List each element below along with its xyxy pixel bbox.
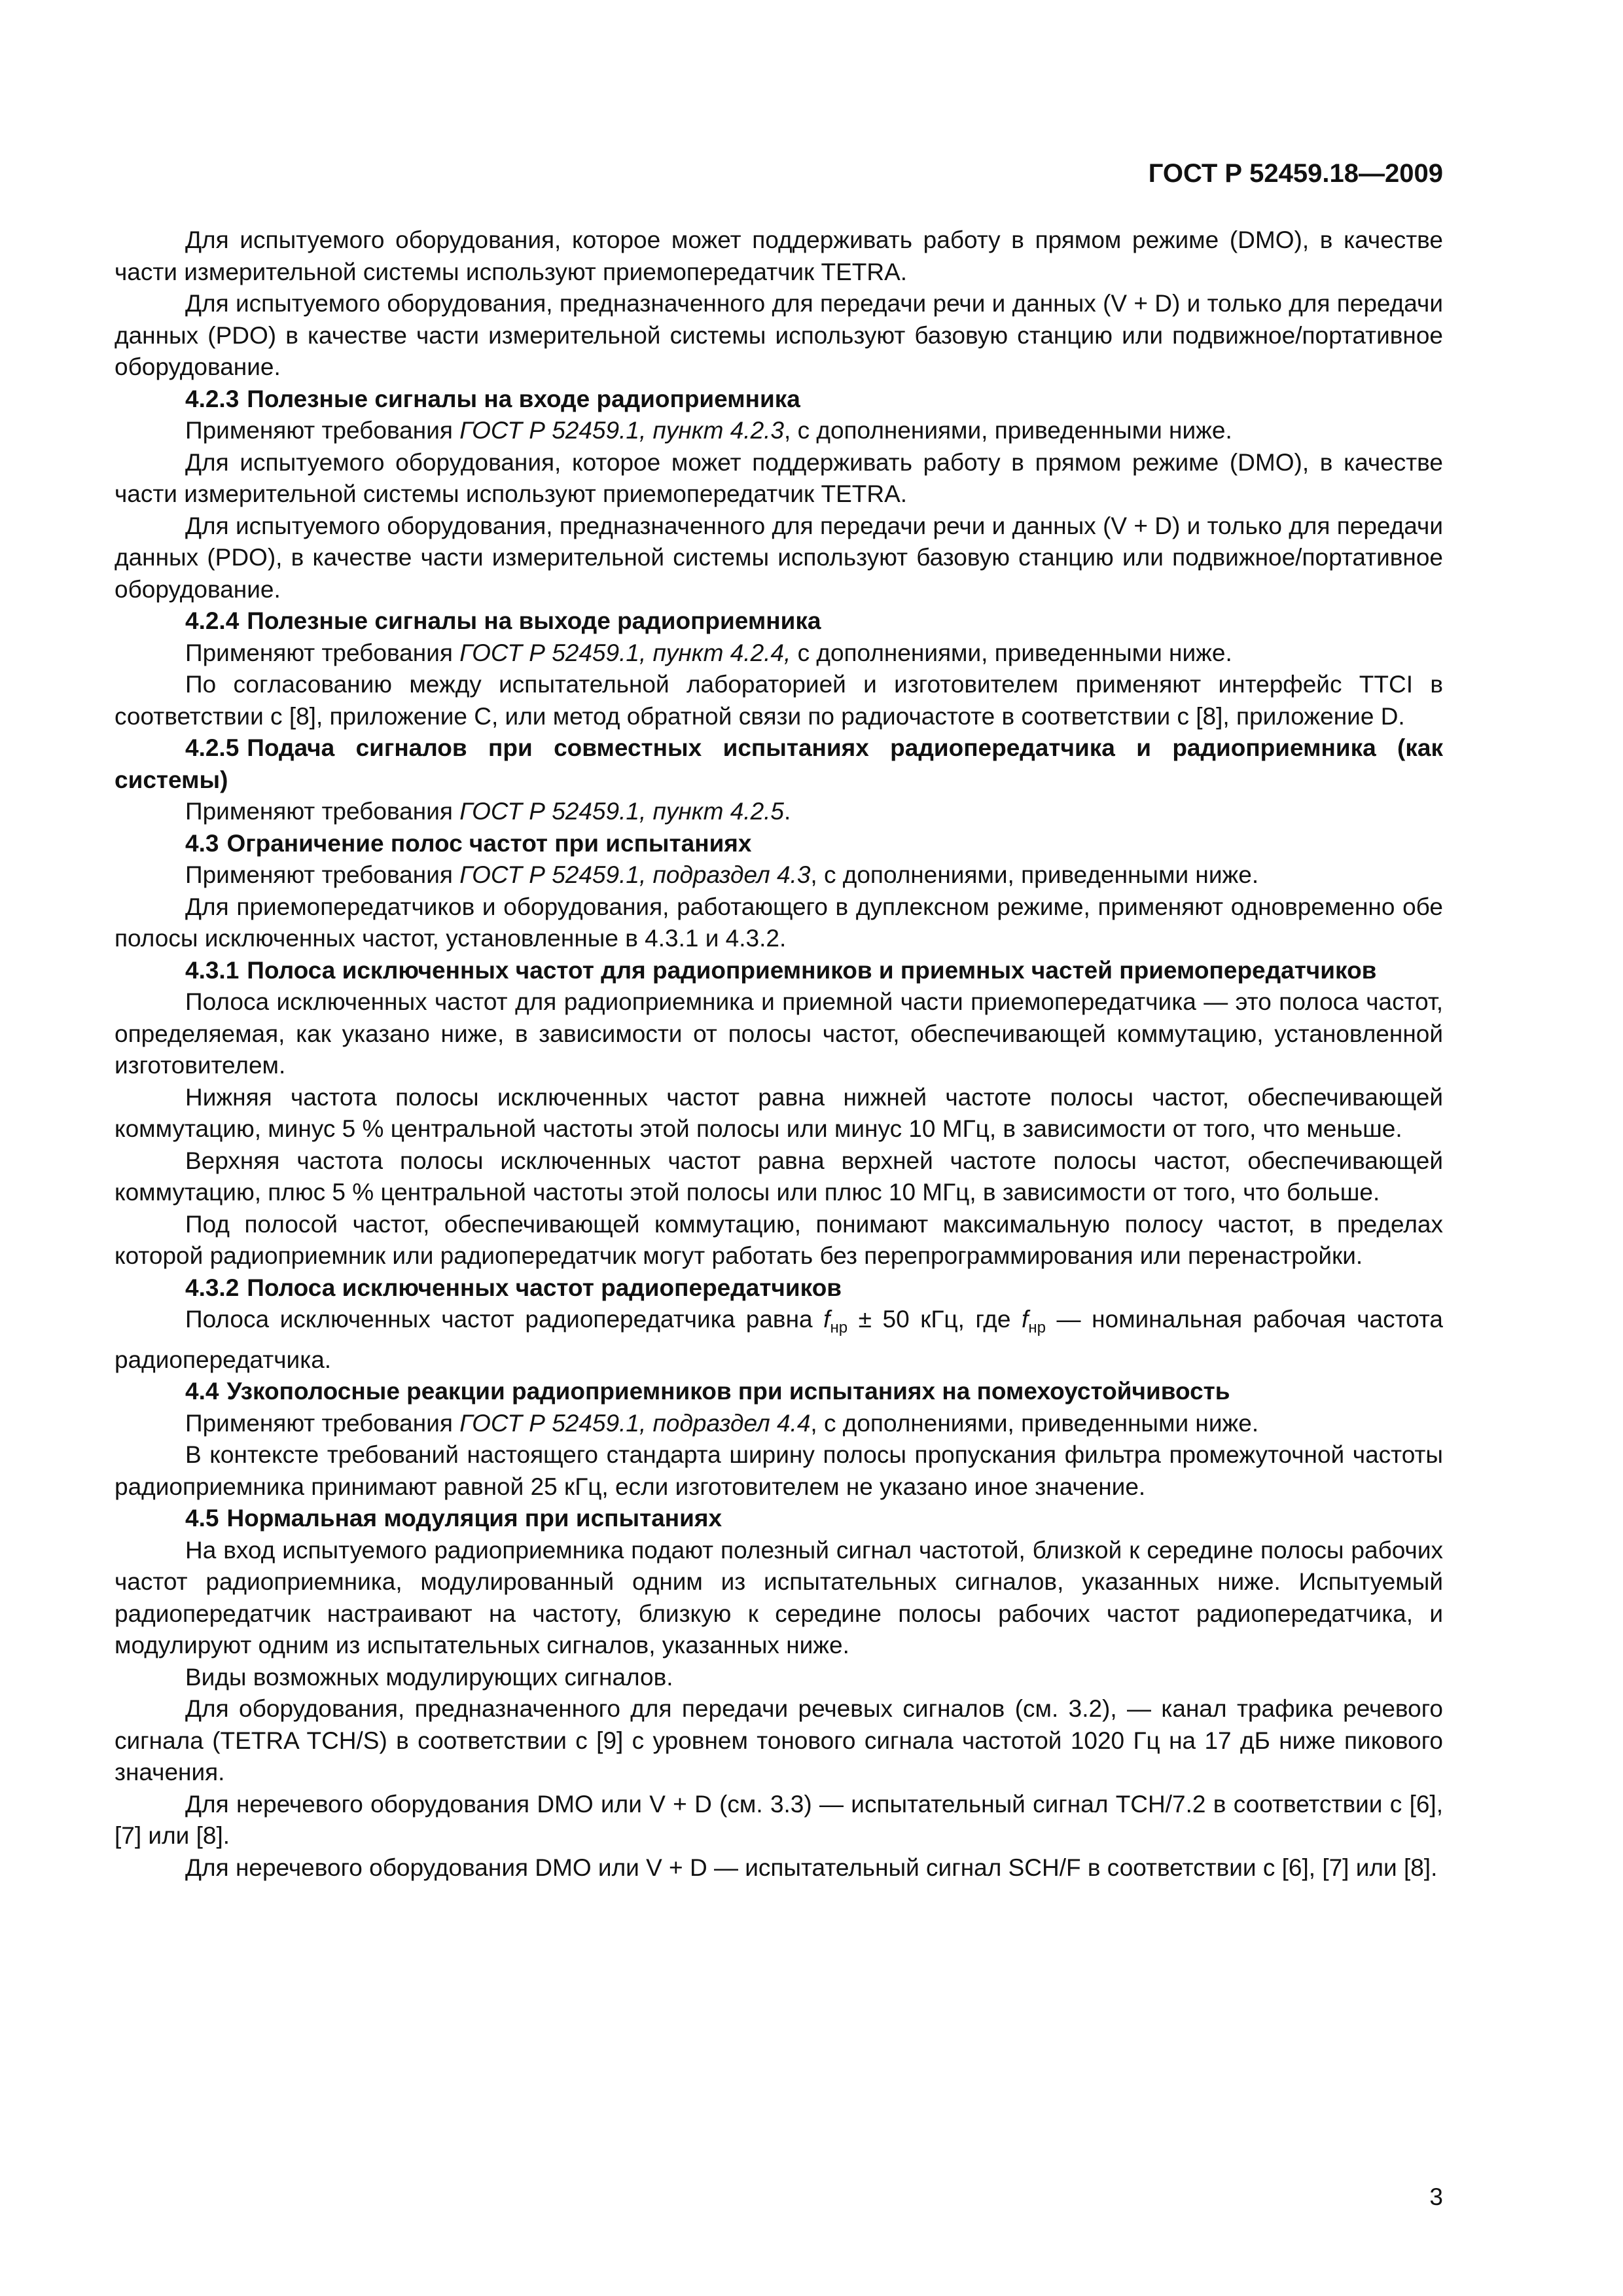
- standard-reference: ГОСТ Р 52459.1, подраздел 4.4: [459, 1409, 811, 1437]
- paragraph: В контексте требований настоящего стандарта ширину полосы пропускания фильтра промежуточной частоты радиоприемника принимают равной 25 кГц, если изготовителем не указано иное значение.: [115, 1441, 1443, 1500]
- paragraph: Для оборудования, предназначенного для передачи речевых сигналов (см. 3.2), — канал трафика речевого сигнала (TETRA TCH/S) в соответствии с [9] с уровнем тонового сигнала частотой 1020 Гц на 17 дБ ниже пикового значения.: [115, 1695, 1443, 1785]
- section-number: 4.4: [185, 1378, 219, 1405]
- text-run: — номинальная рабочая частота радиопередатчика.: [115, 1306, 1444, 1373]
- paragraph: Для испытуемого оборудования, предназначенного для передачи речи и данных (V + D) и только для передачи данных (PDO), в качестве части измерительной системы используют базовую станцию или подвижное/портативное оборудование.: [115, 512, 1443, 603]
- standard-reference: ГОСТ Р 52459.1, подраздел 4.3: [459, 861, 811, 888]
- paragraph: Для неречевого оборудования DMO или V + D (см. 3.3) — испытательный сигнал TCH/7.2 в соответствии с [6], [7] или [8].: [115, 1790, 1443, 1849]
- standard-reference: ГОСТ Р 52459.1, пункт 4.2.3: [459, 417, 785, 444]
- paragraph: Для испытуемого оборудования, которое может поддерживать работу в прямом режиме (DMO), в качестве части измерительной системы используют приемопередатчик TETRA.: [115, 226, 1443, 285]
- paragraph: Для неречевого оборудования DMO или V + D — испытательный сигнал SCH/F в соответствии с [6], [7] или [8].: [185, 1854, 1438, 1881]
- paragraph: Для приемопередатчиков и оборудования, работающего в дуплексном режиме, применяют одновременно обе полосы исключенных частот, установленные в 4.3.1 и 4.3.2.: [115, 893, 1443, 952]
- section-heading-4-3-2: [115, 1272, 1443, 1304]
- text-run: , с дополнениями, приведенными ниже.: [810, 861, 1259, 888]
- section-number: 4.2.3: [185, 385, 240, 412]
- frequency-letter: f: [1022, 1306, 1029, 1333]
- section-title: Полезные сигналы на выходе радиоприемника: [247, 607, 821, 634]
- section-heading-4-2-3: [115, 384, 1443, 416]
- page-number: 3: [1429, 2183, 1443, 2210]
- paragraph: [115, 415, 1443, 447]
- section-title: Ограничение полос частот при испытаниях: [226, 829, 752, 857]
- paragraph: Для испытуемого оборудования, которое может поддерживать работу в прямом режиме (DMO), в качестве части измерительной системы используют приемопередатчик TETRA.: [115, 448, 1443, 507]
- frequency-letter: f: [823, 1306, 830, 1333]
- text-run: , с дополнениями, приведенными ниже.: [810, 1409, 1259, 1437]
- text-run: с дополнениями, приведенными ниже.: [791, 639, 1232, 666]
- frequency-subscript: нр: [1028, 1319, 1046, 1336]
- paragraph: Полоса исключенных частот для радиоприемника и приемной части приемопередатчика — это полоса частот, определяемая, как указано ниже, в зависимости от полосы частот, обеспечивающей коммутацию, установленной изготовителем.: [115, 988, 1443, 1079]
- section-title: Полезные сигналы на входе радиоприемника: [247, 385, 800, 412]
- section-heading-4-2-4: [115, 605, 1443, 637]
- text-run: Применяют требования: [185, 417, 460, 444]
- standard-reference: ГОСТ Р 52459.1, пункт 4.2.4,: [459, 639, 791, 666]
- section-title: Подача сигналов при совместных испытаниях радиопередатчика и радиоприемника (как системы): [115, 734, 1443, 793]
- paragraph: Для испытуемого оборудования, предназначенного для передачи речи и данных (V + D) и только для передачи данных (PDO) в качестве части измерительной системы используют базовую станцию или подвижное/портативное оборудование.: [115, 290, 1443, 380]
- section-title: Полоса исключенных частот для радиоприемников и приемных частей приемопередатчиков: [247, 956, 1377, 984]
- document-body: [115, 224, 1443, 1884]
- section-number: 4.3.1: [185, 956, 240, 984]
- section-number: 4.2.4: [185, 607, 240, 634]
- paragraph: [115, 637, 1443, 670]
- document-page: [115, 154, 1443, 2215]
- paragraph: На вход испытуемого радиоприемника подают полезный сигнал частотой, близкой к середине полосы рабочих частот радиоприемника, модулированный одним из испытательных сигналов, указанных ниже. Испытуемый радиопередатчик настраивают на частоту, близкую к середине полосы рабочих частот радиопередатчика, и модулируют одним из испытательных сигналов, указанных ниже.: [115, 1536, 1443, 1659]
- section-title: Узкополосные реакции радиоприемников при испытаниях на помехоустойчивость: [226, 1378, 1230, 1405]
- section-number: 4.3.2: [185, 1274, 240, 1301]
- section-heading-4-5: [115, 1503, 1443, 1535]
- paragraph: Нижняя частота полосы исключенных частот равна нижней частоте полосы частот, обеспечивающей коммутацию, минус 5 % центральной частоты этой полосы или минус 10 МГц, в зависимости от того, что меньше.: [115, 1083, 1443, 1142]
- paragraph: [115, 1408, 1443, 1440]
- section-number: 4.2.5: [185, 734, 240, 761]
- frequency-subscript: нр: [830, 1319, 848, 1336]
- section-title: Нормальная модуляция при испытаниях: [226, 1505, 722, 1532]
- text-run: .: [784, 798, 791, 825]
- paragraph: Виды возможных модулирующих сигналов.: [185, 1663, 673, 1691]
- paragraph: По согласованию между испытательной лабораторией и изготовителем применяют интерфейс TTCI в соответствии с [8], приложение C, или метод обратной связи по радиочастоте в соответствии с [8], приложение D.: [115, 671, 1443, 730]
- section-heading-4-4: [115, 1376, 1443, 1408]
- section-number: 4.3: [185, 829, 219, 857]
- section-heading-4-2-5: [115, 732, 1443, 796]
- text-run: , с дополнениями, приведенными ниже.: [784, 417, 1232, 444]
- paragraph: Под полосой частот, обеспечивающей коммутацию, понимают максимальную полосу частот, в пределах которой радиоприемник или радиопередатчик могут работать без перепрограммирования или перенастройки.: [115, 1210, 1443, 1269]
- section-title: Полоса исключенных частот радиопередатчиков: [247, 1274, 842, 1301]
- standard-reference: ГОСТ Р 52459.1, пункт 4.2.5: [459, 798, 785, 825]
- paragraph: [115, 1304, 1443, 1376]
- text-run: Применяют требования: [185, 639, 460, 666]
- text-run: Применяют требования: [185, 1409, 460, 1437]
- text-run: Применяют требования: [185, 861, 460, 888]
- text-run: Применяют требования: [185, 798, 460, 825]
- paragraph: Верхняя частота полосы исключенных частот равна верхней частоте полосы частот, обеспечивающей коммутацию, плюс 5 % центральной частоты этой полосы или плюс 10 МГц, в зависимости от того, что больше.: [115, 1147, 1443, 1206]
- frequency-symbol: [823, 1306, 848, 1336]
- text-run: ± 50 кГц, где: [847, 1306, 1022, 1333]
- standard-code-header: ГОСТ Р 52459.18—2009: [1148, 159, 1443, 188]
- paragraph: [115, 796, 1443, 828]
- paragraph: [115, 859, 1443, 891]
- text-run: Полоса исключенных частот радиопередатчика равна: [185, 1306, 824, 1333]
- section-heading-4-3: [115, 828, 1443, 860]
- frequency-symbol: [1022, 1306, 1046, 1336]
- section-number: 4.5: [185, 1505, 219, 1532]
- section-heading-4-3-1: [115, 955, 1443, 987]
